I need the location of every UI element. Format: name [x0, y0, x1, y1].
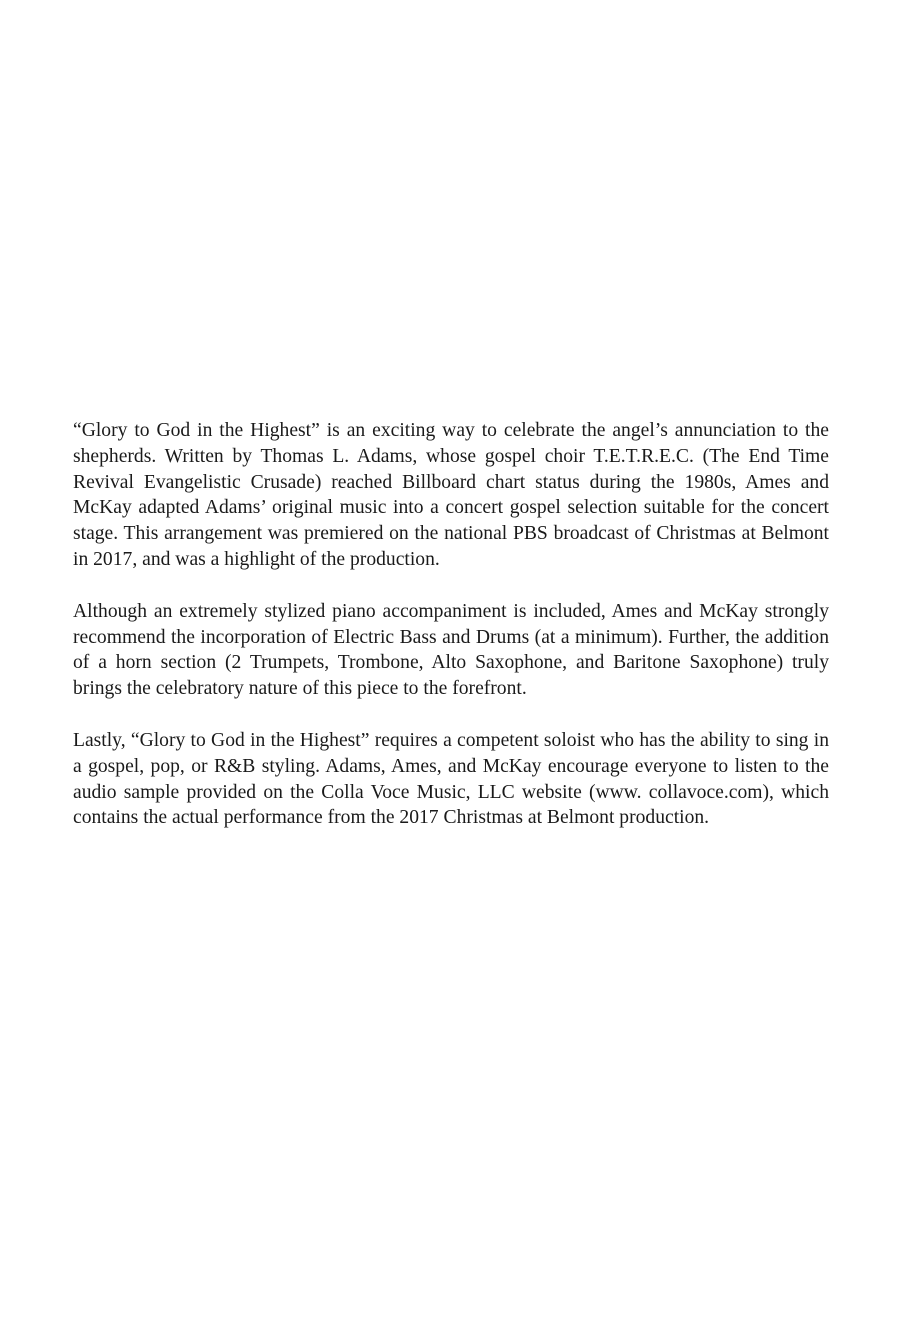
- performance-notes: [73, 418, 829, 831]
- paragraph-introduction: “Glory to God in the Highest” is an exciting way to celebrate the angel’s annunciation to the shepherds. Written by Thomas L. Adams, whose gospel choir T.E.T.R.E.C. (The End Time Revival Evangelistic Crusade) reached Billboard chart status during the 1980s, Ames and McKay adapted Adams’ original music into a concert gospel selection suitable for the concert stage. This arrangement was premiered on the national PBS broadcast of Christmas at Belmont in 2017, and was a highlight of the production.: [73, 420, 829, 570]
- paragraph-instrumentation: Although an extremely stylized piano accompaniment is included, Ames and McKay strongly recommend the incorporation of Electric Bass and Drums (at a minimum). Further, the addition of a horn section (2 Trumpets, Trombone, Alto Saxophone, and Baritone Saxophone) truly brings the celebratory nature of this piece to the forefront.: [73, 600, 829, 700]
- paragraph-soloist: Lastly, “Glory to God in the Highest” requires a competent soloist who has the ability to sing in a gospel, pop, or R&B styling. Adams, Ames, and McKay encourage everyone to listen to the audio sample provided on the Colla Voce Music, LLC website (www. collavoce.com), which contains the actual performance from the 2017 Christmas at Belmont production.: [73, 729, 829, 829]
